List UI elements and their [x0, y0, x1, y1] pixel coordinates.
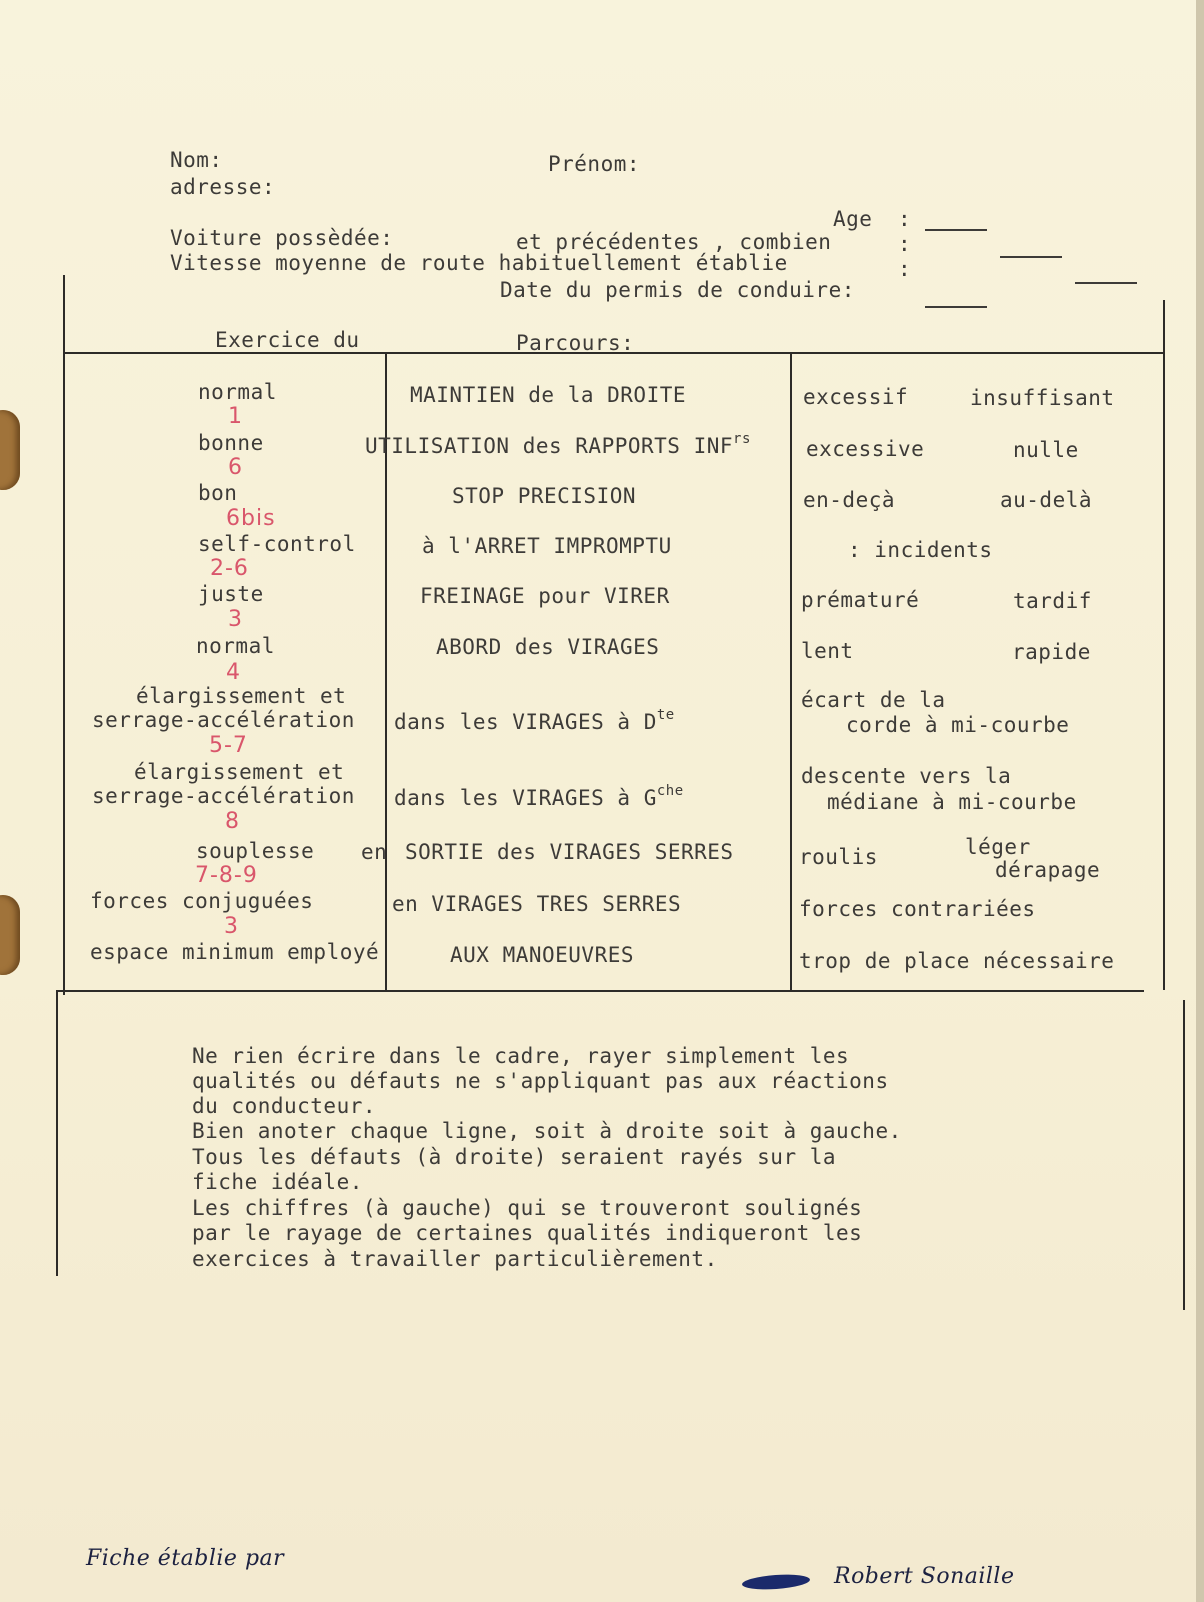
parcours-heading: Parcours: [516, 331, 635, 355]
quality-cell: normal [196, 634, 275, 658]
instruction-line: par le rayage de certaines qualités indiqueront les [192, 1221, 863, 1245]
quality-cell: serrage-accélération [92, 708, 355, 732]
quality-cell: souplesse [196, 839, 315, 863]
instruction-line: Tous les défauts (à droite) seraient rayés sur la [192, 1145, 837, 1169]
instruction-line: Bien anoter chaque ligne, soit à droite soit à gauche. [192, 1119, 902, 1143]
prenom-label: Prénom: [548, 152, 641, 176]
defect-cell: insuffisant [970, 386, 1115, 410]
defect-cell: lent [801, 639, 854, 663]
quality-cell: juste [198, 582, 264, 606]
combien-colon: : [898, 232, 912, 256]
defect-cell: : incidents [848, 538, 993, 562]
exercise-number: 1 [228, 404, 243, 429]
vitesse-label: Vitesse moyenne de route habituellement établie [170, 251, 788, 275]
defect-cell: médiane à mi-courbe [827, 790, 1077, 814]
exercise-number: 3 [224, 914, 239, 939]
vitesse-blank [1075, 282, 1137, 284]
instruction-line: Les chiffres (à gauche) qui se trouveront soulignés [192, 1196, 863, 1220]
frame-left-top [63, 275, 65, 995]
defect-cell: au-delà [1000, 488, 1093, 512]
defect-cell: excessive [806, 437, 925, 461]
exercise-number: 4 [226, 660, 241, 685]
exercice-heading: Exercice du [215, 328, 360, 352]
defect-cell: rapide [1012, 640, 1091, 664]
exercise-prefix: en [361, 840, 388, 864]
exercise-cell: dans les VIRAGES à $G^{che}$ [394, 783, 684, 810]
exercise-number: 6 [228, 455, 243, 480]
exercise-cell: UTILISATION des RAPPORTS $INF^{rs}$ [365, 431, 751, 458]
fiche-etablie-handwriting: Fiche établie par [86, 1546, 285, 1571]
defect-cell: nulle [1013, 438, 1079, 462]
signature: Robert Sonaille [834, 1564, 1015, 1589]
precedentes-label: et précédentes , combien [516, 230, 832, 254]
instruction-line: Ne rien écrire dans le cadre, rayer simplement les [192, 1044, 850, 1068]
instruction-line: fiche idéale. [192, 1170, 363, 1194]
defect-cell: prématuré [801, 588, 920, 612]
exercise-number: 7-8-9 [195, 863, 258, 888]
quality-cell: bon [198, 481, 238, 505]
ink-scribble [742, 1573, 811, 1592]
age-colon: : [898, 207, 912, 231]
defect-cell: descente vers la [801, 764, 1012, 788]
defect-cell: excessif [803, 385, 909, 409]
defect-cell: forces contrariées [799, 897, 1036, 921]
defect-cell: tardif [1013, 589, 1092, 613]
combien-blank [1000, 256, 1062, 258]
instruction-line: exercices à travailler particulièrement. [192, 1247, 718, 1271]
exercise-cell: SORTIE des VIRAGES SERRES [405, 840, 734, 864]
instruction-line: du conducteur. [192, 1094, 377, 1118]
frame-right-lower [1183, 1000, 1185, 1310]
age-blank [925, 229, 987, 231]
exercise-cell: à l'ARRET IMPROMPTU [422, 534, 672, 558]
adresse-label: adresse: [170, 175, 276, 199]
date-blank [925, 306, 987, 308]
voiture-label: Voiture possèdée: [170, 226, 394, 250]
exercise-number: 3 [228, 607, 243, 632]
exercise-number: 8 [225, 809, 240, 834]
quality-cell: élargissement et [134, 760, 345, 784]
quality-cell: forces conjuguées [90, 889, 314, 913]
defect-cell: dérapage [995, 858, 1101, 882]
defect-cell: en-deçà [803, 488, 896, 512]
quality-cell: élargissement et [136, 684, 347, 708]
quality-cell: normal [198, 380, 277, 404]
exercise-number: 6bis [226, 506, 276, 531]
exercise-cell: ABORD des VIRAGES [436, 635, 660, 659]
instruction-line: qualités ou défauts ne s'appliquant pas aux réactions [192, 1069, 889, 1093]
exercise-cell: en VIRAGES TRES SERRES [392, 892, 682, 916]
defect-cell: écart de la [801, 688, 946, 712]
exercise-cell: AUX MANOEUVRES [450, 943, 635, 967]
exercise-number: 2-6 [210, 556, 249, 581]
exercise-cell: STOP PRECISION [452, 484, 637, 508]
defect-cell: trop de place nécessaire [799, 949, 1115, 973]
binder-hole-bottom [0, 895, 20, 975]
defect-cell: léger [965, 835, 1031, 859]
nom-label: Nom: [170, 148, 223, 172]
exercise-cell: FREINAGE pour VIRER [420, 584, 670, 608]
quality-cell: bonne [198, 431, 264, 455]
defect-cell: corde à mi-courbe [846, 713, 1070, 737]
date-permis-label: Date du permis de conduire: [500, 278, 855, 302]
table-bottom-rule [58, 990, 1144, 992]
page-edge [1196, 0, 1204, 1602]
column-divider-2 [790, 352, 792, 992]
quality-cell: espace minimum employé [90, 940, 380, 964]
exercise-number: 5-7 [209, 733, 248, 758]
exercise-cell: dans les VIRAGES à $D^{te}$ [394, 707, 675, 734]
defect-cell: roulis [799, 845, 878, 869]
frame-right [1163, 300, 1165, 990]
quality-cell: self-control [198, 532, 356, 556]
frame-left-bottom [56, 990, 58, 1276]
binder-hole-top [0, 410, 20, 490]
age-label: Age [833, 207, 873, 231]
quality-cell: serrage-accélération [92, 784, 355, 808]
vitesse-colon: : [898, 257, 912, 281]
exercise-cell: MAINTIEN de la DROITE [410, 383, 687, 407]
